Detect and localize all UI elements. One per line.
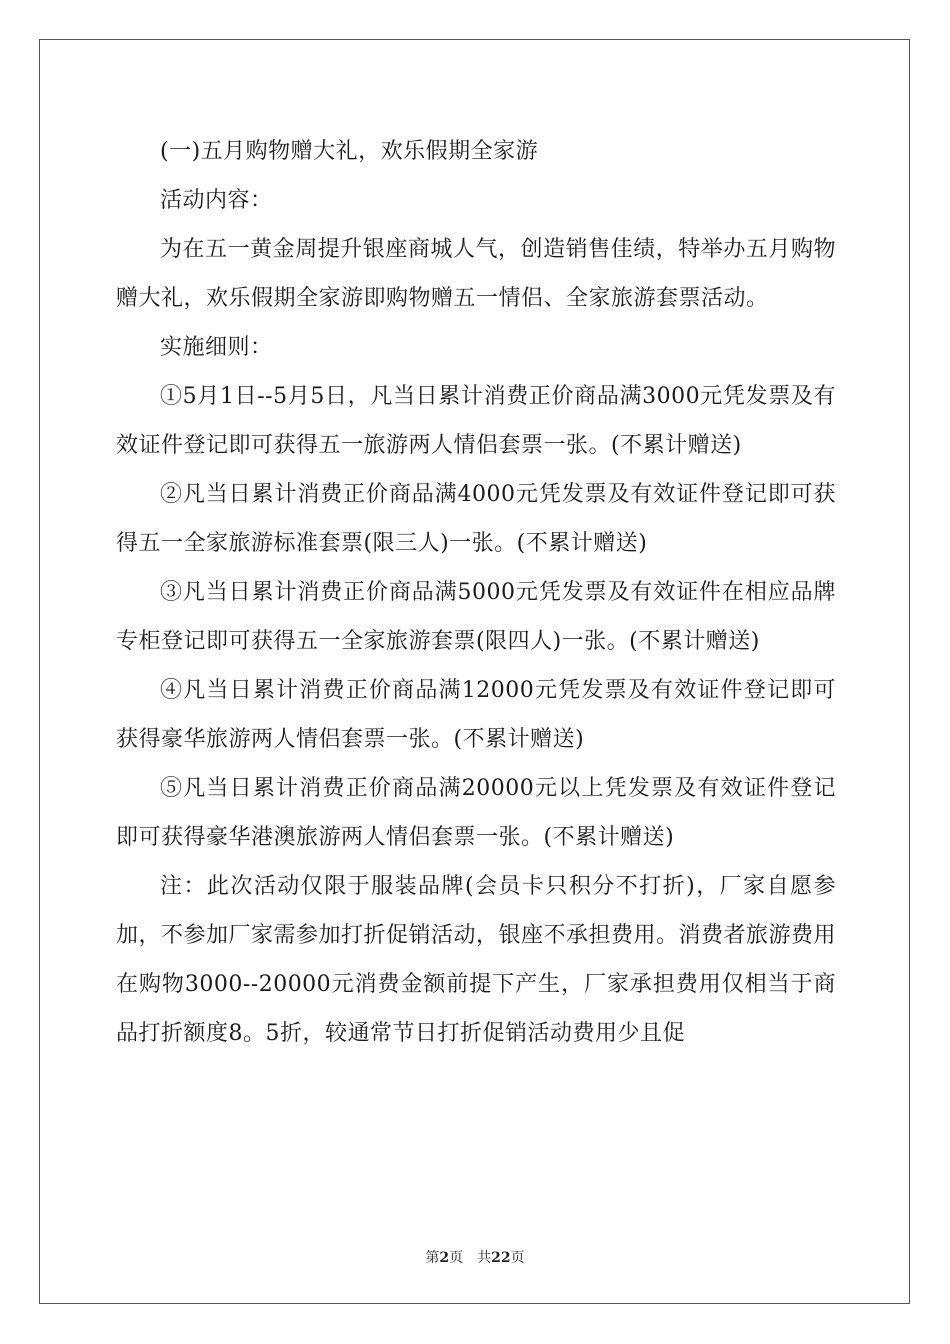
rule-item-1: ①5月1日--5月5日，凡当日累计消费正价商品满3000元凭发票及有效证件登记即可获得五一旅游两人情侣套票一张。(不累计赠送): [116, 384, 836, 458]
activity-content-label: 活动内容：: [160, 188, 273, 213]
section-heading: (一)五月购物赠大礼，欢乐假期全家游: [160, 139, 539, 164]
note-paragraph: 注：此次活动仅限于服装品牌(会员卡只积分不打折)，厂家自愿参加，不参加厂家需参加打折促销活动，银座不承担费用。消费者旅游费用在购物3000--20000元消费金额前提下产生，厂家承担费用仅相当于商品打折额度8。5折，较通常节日打折促销活动费用少且促: [116, 874, 837, 1046]
rule-item-2: ②凡当日累计消费正价商品满4000元凭发票及有效证件登记即可获得五一全家旅游标准套票(限三人)一张。(不累计赠送): [116, 482, 836, 556]
total-pages-number: 22: [491, 1250, 511, 1266]
rule-item-3: ③凡当日累计消费正价商品满5000元凭发票及有效证件在相应品牌专柜登记即可获得五一全家旅游套票(限四人)一张。(不累计赠送): [116, 580, 836, 654]
document-body: [116, 127, 836, 1058]
implementation-rules-label: 实施细则：: [160, 335, 273, 360]
page-number-suffix: 页: [449, 1250, 464, 1266]
rule-item-5: ⑤凡当日累计消费正价商品满20000元以上凭发票及有效证件登记即可获得豪华港澳旅游两人情侣套票一张。(不累计赠送): [116, 776, 836, 850]
page-number-prefix: 第: [425, 1250, 440, 1266]
page-footer: [0, 1247, 950, 1267]
current-page-number: 2: [439, 1250, 450, 1266]
activity-description: 为在五一黄金周提升银座商城人气，创造销售佳绩，特举办五月购物赠大礼，欢乐假期全家游即购物赠五一情侣、全家旅游套票活动。: [116, 237, 836, 311]
total-pages-prefix: 共: [477, 1250, 492, 1266]
rule-item-4: ④凡当日累计消费正价商品满12000元凭发票及有效证件登记即可获得豪华旅游两人情侣套票一张。(不累计赠送): [116, 678, 836, 752]
total-pages-suffix: 页: [510, 1250, 525, 1266]
